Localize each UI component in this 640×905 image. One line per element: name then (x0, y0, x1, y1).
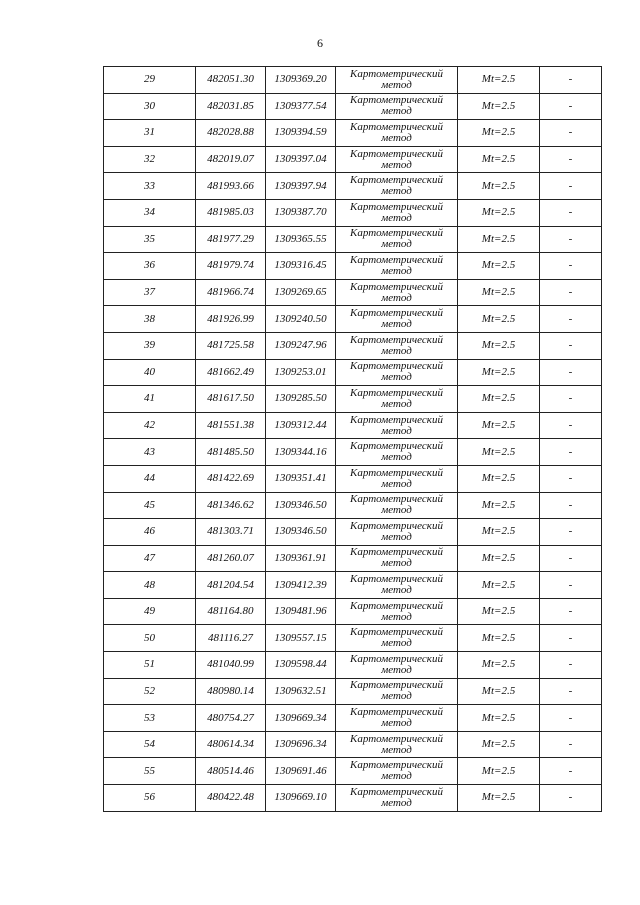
method-line-1: Картометрический (350, 573, 443, 586)
table-row (104, 758, 602, 785)
accuracy-cell: Mt=2.5 (458, 678, 540, 705)
y-coordinate-cell: 1309598.44 (266, 652, 336, 679)
x-coordinate-cell: 481979.74 (196, 253, 266, 280)
x-coordinate-cell: 482028.88 (196, 120, 266, 147)
method-cell (336, 545, 458, 572)
y-coordinate-cell: 1309346.50 (266, 519, 336, 546)
method-line-2: метод (381, 78, 412, 91)
accuracy-cell: Mt=2.5 (458, 120, 540, 147)
method-line-1: Картометрический (350, 759, 443, 772)
method-line-1: Картометрический (350, 440, 443, 453)
method-line-2: метод (381, 397, 412, 410)
point-number-cell: 47 (104, 545, 196, 572)
method-line-1: Картометрический (350, 546, 443, 559)
method-line-1: Картометрический (350, 706, 443, 719)
x-coordinate-cell: 480514.46 (196, 758, 266, 785)
point-number-cell: 33 (104, 173, 196, 200)
accuracy-cell: Mt=2.5 (458, 412, 540, 439)
note-cell: - (540, 758, 602, 785)
point-number-cell: 51 (104, 652, 196, 679)
method-line-1: Картометрический (350, 200, 443, 213)
y-coordinate-cell: 1309691.46 (266, 758, 336, 785)
method-cell (336, 731, 458, 758)
note-cell: - (540, 412, 602, 439)
method-line-2: метод (381, 690, 412, 703)
method-line-1: Картометрический (350, 120, 443, 133)
method-cell (336, 785, 458, 812)
accuracy-cell: Mt=2.5 (458, 545, 540, 572)
x-coordinate-cell: 480754.27 (196, 705, 266, 732)
method-cell (336, 519, 458, 546)
note-cell: - (540, 652, 602, 679)
table-row (104, 705, 602, 732)
method-line-1: Картометрический (350, 227, 443, 240)
method-line-2: метод (381, 451, 412, 464)
note-cell: - (540, 625, 602, 652)
note-cell: - (540, 545, 602, 572)
method-line-2: метод (381, 238, 412, 251)
accuracy-cell: Mt=2.5 (458, 146, 540, 173)
method-line-1: Картометрический (350, 626, 443, 639)
point-number-cell: 39 (104, 332, 196, 359)
method-cell (336, 93, 458, 120)
method-cell (336, 598, 458, 625)
method-cell (336, 705, 458, 732)
point-number-cell: 49 (104, 598, 196, 625)
accuracy-cell: Mt=2.5 (458, 465, 540, 492)
method-line-2: метод (381, 557, 412, 570)
point-number-cell: 38 (104, 306, 196, 333)
coordinates-table (103, 66, 602, 812)
note-cell: - (540, 678, 602, 705)
method-line-1: Картометрический (350, 732, 443, 745)
accuracy-cell: Mt=2.5 (458, 306, 540, 333)
note-cell: - (540, 279, 602, 306)
method-line-2: метод (381, 610, 412, 623)
method-line-1: Картометрический (350, 174, 443, 187)
method-line-1: Картометрический (350, 94, 443, 107)
note-cell: - (540, 598, 602, 625)
table-row (104, 67, 602, 94)
accuracy-cell: Mt=2.5 (458, 652, 540, 679)
point-number-cell: 37 (104, 279, 196, 306)
method-cell (336, 120, 458, 147)
accuracy-cell: Mt=2.5 (458, 519, 540, 546)
x-coordinate-cell: 481966.74 (196, 279, 266, 306)
x-coordinate-cell: 481485.50 (196, 439, 266, 466)
x-coordinate-cell: 481985.03 (196, 199, 266, 226)
point-number-cell: 44 (104, 465, 196, 492)
point-number-cell: 55 (104, 758, 196, 785)
point-number-cell: 45 (104, 492, 196, 519)
y-coordinate-cell: 1309394.59 (266, 120, 336, 147)
x-coordinate-cell: 481260.07 (196, 545, 266, 572)
accuracy-cell: Mt=2.5 (458, 173, 540, 200)
point-number-cell: 40 (104, 359, 196, 386)
x-coordinate-cell: 480422.48 (196, 785, 266, 812)
method-cell (336, 67, 458, 94)
x-coordinate-cell: 481551.38 (196, 412, 266, 439)
note-cell: - (540, 253, 602, 280)
y-coordinate-cell: 1309351.41 (266, 465, 336, 492)
method-cell (336, 758, 458, 785)
method-line-2: метод (381, 530, 412, 543)
accuracy-cell: Mt=2.5 (458, 93, 540, 120)
method-cell (336, 386, 458, 413)
table-row (104, 625, 602, 652)
accuracy-cell: Mt=2.5 (458, 705, 540, 732)
table-row (104, 173, 602, 200)
table-row (104, 465, 602, 492)
method-line-1: Картометрический (350, 67, 443, 80)
method-line-2: метод (381, 105, 412, 118)
y-coordinate-cell: 1309387.70 (266, 199, 336, 226)
x-coordinate-cell: 481993.66 (196, 173, 266, 200)
accuracy-cell: Mt=2.5 (458, 226, 540, 253)
note-cell: - (540, 93, 602, 120)
page-number: 6 (317, 36, 323, 50)
y-coordinate-cell: 1309316.45 (266, 253, 336, 280)
accuracy-cell: Mt=2.5 (458, 386, 540, 413)
x-coordinate-cell: 480614.34 (196, 731, 266, 758)
note-cell: - (540, 386, 602, 413)
method-line-2: метод (381, 344, 412, 357)
x-coordinate-cell: 482031.85 (196, 93, 266, 120)
table-row (104, 226, 602, 253)
accuracy-cell: Mt=2.5 (458, 731, 540, 758)
point-number-cell: 52 (104, 678, 196, 705)
table-row (104, 598, 602, 625)
point-number-cell: 36 (104, 253, 196, 280)
y-coordinate-cell: 1309557.15 (266, 625, 336, 652)
method-line-2: метод (381, 131, 412, 144)
point-number-cell: 29 (104, 67, 196, 94)
point-number-cell: 50 (104, 625, 196, 652)
x-coordinate-cell: 482019.07 (196, 146, 266, 173)
method-cell (336, 332, 458, 359)
method-cell (336, 226, 458, 253)
point-number-cell: 34 (104, 199, 196, 226)
x-coordinate-cell: 481977.29 (196, 226, 266, 253)
x-coordinate-cell: 480980.14 (196, 678, 266, 705)
method-line-2: метод (381, 185, 412, 198)
y-coordinate-cell: 1309369.20 (266, 67, 336, 94)
method-line-1: Картометрический (350, 519, 443, 532)
table-row (104, 519, 602, 546)
method-line-1: Картометрический (350, 333, 443, 346)
note-cell: - (540, 226, 602, 253)
note-cell: - (540, 199, 602, 226)
method-cell (336, 572, 458, 599)
method-cell (336, 625, 458, 652)
y-coordinate-cell: 1309481.96 (266, 598, 336, 625)
y-coordinate-cell: 1309346.50 (266, 492, 336, 519)
note-cell: - (540, 492, 602, 519)
table-row (104, 199, 602, 226)
point-number-cell: 53 (104, 705, 196, 732)
x-coordinate-cell: 481422.69 (196, 465, 266, 492)
method-line-2: метод (381, 291, 412, 304)
table-row (104, 386, 602, 413)
method-line-1: Картометрический (350, 413, 443, 426)
accuracy-cell: Mt=2.5 (458, 199, 540, 226)
y-coordinate-cell: 1309669.34 (266, 705, 336, 732)
x-coordinate-cell: 481662.49 (196, 359, 266, 386)
table-row (104, 279, 602, 306)
method-cell (336, 359, 458, 386)
method-line-1: Картометрический (350, 599, 443, 612)
method-line-2: метод (381, 371, 412, 384)
method-line-2: метод (381, 424, 412, 437)
table-row (104, 253, 602, 280)
x-coordinate-cell: 481926.99 (196, 306, 266, 333)
table-row (104, 120, 602, 147)
accuracy-cell: Mt=2.5 (458, 492, 540, 519)
method-line-2: метод (381, 477, 412, 490)
note-cell: - (540, 173, 602, 200)
accuracy-cell: Mt=2.5 (458, 598, 540, 625)
method-cell (336, 173, 458, 200)
y-coordinate-cell: 1309632.51 (266, 678, 336, 705)
y-coordinate-cell: 1309285.50 (266, 386, 336, 413)
y-coordinate-cell: 1309412.39 (266, 572, 336, 599)
table-row (104, 572, 602, 599)
method-cell (336, 652, 458, 679)
note-cell: - (540, 572, 602, 599)
point-number-cell: 54 (104, 731, 196, 758)
point-number-cell: 56 (104, 785, 196, 812)
table-row (104, 93, 602, 120)
y-coordinate-cell: 1309397.94 (266, 173, 336, 200)
method-line-2: метод (381, 264, 412, 277)
y-coordinate-cell: 1309247.96 (266, 332, 336, 359)
coordinates-table-body (104, 67, 602, 812)
method-line-2: метод (381, 504, 412, 517)
note-cell: - (540, 306, 602, 333)
method-cell (336, 146, 458, 173)
table-row (104, 785, 602, 812)
method-line-1: Картометрический (350, 679, 443, 692)
method-line-2: метод (381, 211, 412, 224)
table-row (104, 652, 602, 679)
point-number-cell: 42 (104, 412, 196, 439)
y-coordinate-cell: 1309253.01 (266, 359, 336, 386)
method-line-2: метод (381, 743, 412, 756)
table-row (104, 492, 602, 519)
method-line-1: Картометрический (350, 307, 443, 320)
table-row (104, 306, 602, 333)
note-cell: - (540, 731, 602, 758)
method-line-1: Картометрический (350, 360, 443, 373)
point-number-cell: 46 (104, 519, 196, 546)
x-coordinate-cell: 481303.71 (196, 519, 266, 546)
y-coordinate-cell: 1309344.16 (266, 439, 336, 466)
accuracy-cell: Mt=2.5 (458, 572, 540, 599)
note-cell: - (540, 705, 602, 732)
y-coordinate-cell: 1309397.04 (266, 146, 336, 173)
accuracy-cell: Mt=2.5 (458, 332, 540, 359)
table-row (104, 731, 602, 758)
method-line-2: метод (381, 637, 412, 650)
point-number-cell: 30 (104, 93, 196, 120)
x-coordinate-cell: 482051.30 (196, 67, 266, 94)
method-line-1: Картометрический (350, 493, 443, 506)
note-cell: - (540, 67, 602, 94)
x-coordinate-cell: 481204.54 (196, 572, 266, 599)
method-cell (336, 412, 458, 439)
point-number-cell: 35 (104, 226, 196, 253)
x-coordinate-cell: 481617.50 (196, 386, 266, 413)
accuracy-cell: Mt=2.5 (458, 758, 540, 785)
method-line-2: метод (381, 770, 412, 783)
x-coordinate-cell: 481346.62 (196, 492, 266, 519)
y-coordinate-cell: 1309377.54 (266, 93, 336, 120)
accuracy-cell: Mt=2.5 (458, 279, 540, 306)
y-coordinate-cell: 1309361.91 (266, 545, 336, 572)
table-row (104, 412, 602, 439)
table-row (104, 146, 602, 173)
method-cell (336, 678, 458, 705)
method-line-2: метод (381, 796, 412, 809)
method-line-2: метод (381, 584, 412, 597)
x-coordinate-cell: 481116.27 (196, 625, 266, 652)
method-line-2: метод (381, 158, 412, 171)
note-cell: - (540, 120, 602, 147)
note-cell: - (540, 439, 602, 466)
method-cell (336, 306, 458, 333)
method-line-1: Картометрический (350, 386, 443, 399)
method-line-2: метод (381, 717, 412, 730)
note-cell: - (540, 359, 602, 386)
point-number-cell: 41 (104, 386, 196, 413)
table-row (104, 332, 602, 359)
method-line-1: Картометрический (350, 147, 443, 160)
note-cell: - (540, 465, 602, 492)
method-line-1: Картометрический (350, 466, 443, 479)
method-cell (336, 492, 458, 519)
x-coordinate-cell: 481164.80 (196, 598, 266, 625)
table-row (104, 678, 602, 705)
accuracy-cell: Mt=2.5 (458, 359, 540, 386)
y-coordinate-cell: 1309240.50 (266, 306, 336, 333)
accuracy-cell: Mt=2.5 (458, 785, 540, 812)
table-row (104, 359, 602, 386)
method-line-2: метод (381, 663, 412, 676)
method-line-1: Картометрический (350, 253, 443, 266)
method-line-1: Картометрический (350, 652, 443, 665)
point-number-cell: 43 (104, 439, 196, 466)
method-line-1: Картометрический (350, 280, 443, 293)
method-cell (336, 439, 458, 466)
point-number-cell: 32 (104, 146, 196, 173)
method-cell (336, 465, 458, 492)
y-coordinate-cell: 1309696.34 (266, 731, 336, 758)
y-coordinate-cell: 1309269.65 (266, 279, 336, 306)
y-coordinate-cell: 1309312.44 (266, 412, 336, 439)
method-cell (336, 279, 458, 306)
method-cell (336, 253, 458, 280)
accuracy-cell: Mt=2.5 (458, 439, 540, 466)
table-row (104, 439, 602, 466)
method-line-2: метод (381, 318, 412, 331)
point-number-cell: 48 (104, 572, 196, 599)
y-coordinate-cell: 1309365.55 (266, 226, 336, 253)
x-coordinate-cell: 481040.99 (196, 652, 266, 679)
y-coordinate-cell: 1309669.10 (266, 785, 336, 812)
accuracy-cell: Mt=2.5 (458, 625, 540, 652)
table-row (104, 545, 602, 572)
note-cell: - (540, 785, 602, 812)
point-number-cell: 31 (104, 120, 196, 147)
accuracy-cell: Mt=2.5 (458, 253, 540, 280)
accuracy-cell: Mt=2.5 (458, 67, 540, 94)
method-cell (336, 199, 458, 226)
note-cell: - (540, 332, 602, 359)
x-coordinate-cell: 481725.58 (196, 332, 266, 359)
note-cell: - (540, 519, 602, 546)
note-cell: - (540, 146, 602, 173)
method-line-1: Картометрический (350, 785, 443, 798)
